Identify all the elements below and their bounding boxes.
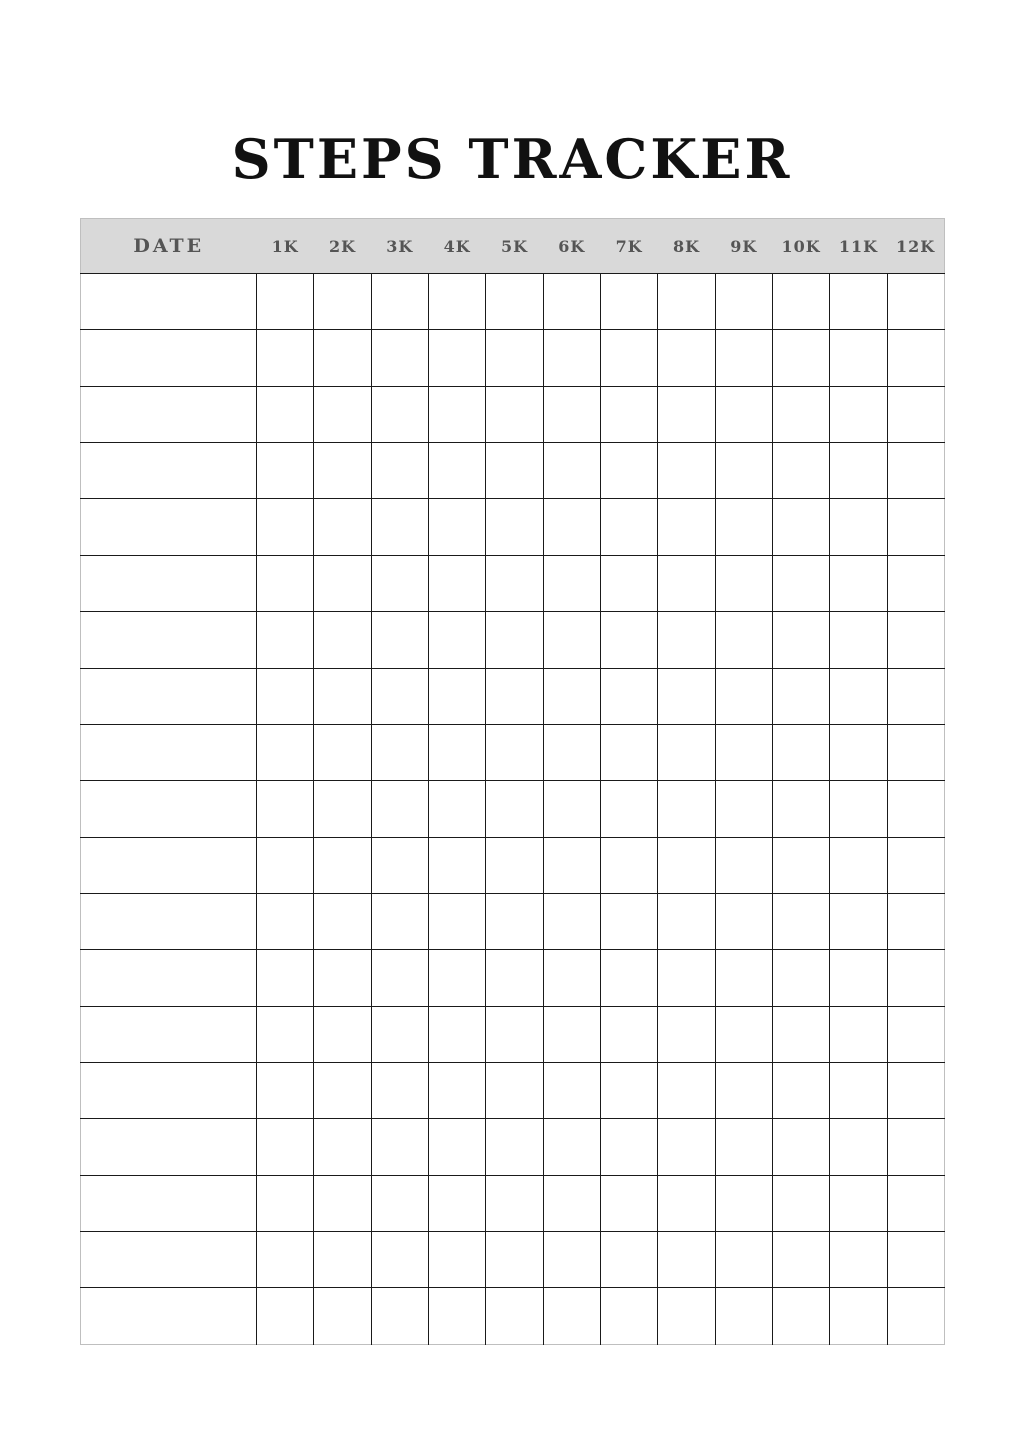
step-column-header: 10K [772, 219, 829, 274]
header-row [81, 219, 945, 274]
step-checkbox-cell[interactable] [600, 1006, 657, 1062]
step-checkbox-cell[interactable] [772, 386, 829, 442]
step-checkbox-cell[interactable] [830, 386, 887, 442]
step-checkbox-cell[interactable] [887, 443, 944, 499]
date-cell[interactable] [81, 499, 257, 555]
step-checkbox-cell[interactable] [887, 950, 944, 1006]
step-checkbox-cell[interactable] [658, 330, 715, 386]
step-checkbox-cell[interactable] [257, 1232, 314, 1288]
step-checkbox-cell[interactable] [715, 1119, 772, 1175]
step-checkbox-cell[interactable] [371, 1232, 428, 1288]
step-checkbox-cell[interactable] [314, 893, 371, 949]
step-checkbox-cell[interactable] [428, 443, 485, 499]
step-checkbox-cell[interactable] [600, 1175, 657, 1231]
step-checkbox-cell[interactable] [600, 893, 657, 949]
table-row [81, 781, 945, 837]
step-checkbox-cell[interactable] [887, 386, 944, 442]
step-checkbox-cell[interactable] [428, 781, 485, 837]
step-checkbox-cell[interactable] [658, 893, 715, 949]
page-title: STEPS TRACKER [231, 127, 793, 192]
step-checkbox-cell[interactable] [486, 612, 543, 668]
date-cell[interactable] [81, 386, 257, 442]
step-checkbox-cell[interactable] [658, 612, 715, 668]
step-checkbox-cell[interactable] [600, 950, 657, 1006]
step-checkbox-cell[interactable] [830, 893, 887, 949]
date-cell[interactable] [81, 330, 257, 386]
step-checkbox-cell[interactable] [715, 443, 772, 499]
step-checkbox-cell[interactable] [830, 837, 887, 893]
step-checkbox-cell[interactable] [830, 1063, 887, 1119]
step-checkbox-cell[interactable] [830, 1006, 887, 1062]
step-checkbox-cell[interactable] [772, 1288, 829, 1345]
step-checkbox-cell[interactable] [486, 1175, 543, 1231]
step-checkbox-cell[interactable] [543, 1063, 600, 1119]
step-checkbox-cell[interactable] [486, 274, 543, 330]
table-row [81, 443, 945, 499]
step-checkbox-cell[interactable] [715, 1006, 772, 1062]
step-checkbox-cell[interactable] [715, 386, 772, 442]
step-checkbox-cell[interactable] [772, 668, 829, 724]
step-checkbox-cell[interactable] [600, 330, 657, 386]
step-checkbox-cell[interactable] [486, 1288, 543, 1345]
table-row [81, 1119, 945, 1175]
step-checkbox-cell[interactable] [772, 893, 829, 949]
step-checkbox-cell[interactable] [830, 499, 887, 555]
step-checkbox-cell[interactable] [830, 330, 887, 386]
step-checkbox-cell[interactable] [257, 1288, 314, 1345]
step-checkbox-cell[interactable] [830, 555, 887, 611]
table-row [81, 1175, 945, 1231]
step-checkbox-cell[interactable] [658, 555, 715, 611]
step-checkbox-cell[interactable] [428, 837, 485, 893]
step-checkbox-cell[interactable] [887, 1063, 944, 1119]
step-checkbox-cell[interactable] [428, 1063, 485, 1119]
step-checkbox-cell[interactable] [371, 781, 428, 837]
step-checkbox-cell[interactable] [600, 1288, 657, 1345]
step-checkbox-cell[interactable] [772, 330, 829, 386]
step-checkbox-cell[interactable] [428, 950, 485, 1006]
step-checkbox-cell[interactable] [715, 837, 772, 893]
step-checkbox-cell[interactable] [772, 499, 829, 555]
step-checkbox-cell[interactable] [486, 1119, 543, 1175]
step-checkbox-cell[interactable] [428, 893, 485, 949]
step-checkbox-cell[interactable] [257, 837, 314, 893]
date-cell[interactable] [81, 893, 257, 949]
table-row [81, 330, 945, 386]
step-checkbox-cell[interactable] [887, 893, 944, 949]
step-checkbox-cell[interactable] [314, 668, 371, 724]
step-checkbox-cell[interactable] [543, 668, 600, 724]
step-checkbox-cell[interactable] [371, 1288, 428, 1345]
step-column-header: 11K [830, 219, 887, 274]
step-checkbox-cell[interactable] [428, 1119, 485, 1175]
step-checkbox-cell[interactable] [486, 555, 543, 611]
step-checkbox-cell[interactable] [257, 612, 314, 668]
table-row [81, 274, 945, 330]
step-checkbox-cell[interactable] [314, 1119, 371, 1175]
step-checkbox-cell[interactable] [658, 1175, 715, 1231]
step-checkbox-cell[interactable] [543, 386, 600, 442]
step-checkbox-cell[interactable] [543, 330, 600, 386]
tracker-body [81, 274, 945, 1345]
table-row [81, 1063, 945, 1119]
step-column-header: 3K [371, 219, 428, 274]
step-checkbox-cell[interactable] [486, 1232, 543, 1288]
step-checkbox-cell[interactable] [543, 612, 600, 668]
date-cell[interactable] [81, 612, 257, 668]
step-checkbox-cell[interactable] [428, 668, 485, 724]
step-checkbox-cell[interactable] [715, 612, 772, 668]
step-checkbox-cell[interactable] [658, 1119, 715, 1175]
step-checkbox-cell[interactable] [887, 837, 944, 893]
step-checkbox-cell[interactable] [600, 1063, 657, 1119]
step-checkbox-cell[interactable] [371, 443, 428, 499]
date-cell[interactable] [81, 1232, 257, 1288]
step-checkbox-cell[interactable] [371, 330, 428, 386]
step-checkbox-cell[interactable] [543, 950, 600, 1006]
step-checkbox-cell[interactable] [314, 443, 371, 499]
step-checkbox-cell[interactable] [887, 668, 944, 724]
table-row [81, 386, 945, 442]
step-checkbox-cell[interactable] [257, 724, 314, 780]
step-checkbox-cell[interactable] [486, 443, 543, 499]
step-column-header: 5K [486, 219, 543, 274]
step-checkbox-cell[interactable] [371, 837, 428, 893]
step-checkbox-cell[interactable] [543, 1006, 600, 1062]
step-checkbox-cell[interactable] [371, 499, 428, 555]
step-checkbox-cell[interactable] [428, 612, 485, 668]
step-checkbox-cell[interactable] [314, 1006, 371, 1062]
step-checkbox-cell[interactable] [486, 1006, 543, 1062]
step-checkbox-cell[interactable] [257, 950, 314, 1006]
table-row [81, 893, 945, 949]
step-checkbox-cell[interactable] [772, 1175, 829, 1231]
step-checkbox-cell[interactable] [600, 837, 657, 893]
step-checkbox-cell[interactable] [428, 1232, 485, 1288]
step-checkbox-cell[interactable] [543, 724, 600, 780]
step-checkbox-cell[interactable] [830, 612, 887, 668]
step-checkbox-cell[interactable] [772, 1006, 829, 1062]
step-checkbox-cell[interactable] [486, 724, 543, 780]
step-checkbox-cell[interactable] [658, 1288, 715, 1345]
step-checkbox-cell[interactable] [715, 1288, 772, 1345]
step-checkbox-cell[interactable] [543, 837, 600, 893]
table-row [81, 1288, 945, 1345]
step-checkbox-cell[interactable] [658, 668, 715, 724]
step-checkbox-cell[interactable] [486, 781, 543, 837]
step-checkbox-cell[interactable] [257, 555, 314, 611]
date-cell[interactable] [81, 1119, 257, 1175]
table-row [81, 499, 945, 555]
step-checkbox-cell[interactable] [428, 386, 485, 442]
step-checkbox-cell[interactable] [887, 1175, 944, 1231]
step-checkbox-cell[interactable] [600, 555, 657, 611]
step-checkbox-cell[interactable] [543, 1232, 600, 1288]
step-checkbox-cell[interactable] [543, 1175, 600, 1231]
step-checkbox-cell[interactable] [658, 274, 715, 330]
step-checkbox-cell[interactable] [887, 274, 944, 330]
date-cell[interactable] [81, 668, 257, 724]
step-checkbox-cell[interactable] [772, 1232, 829, 1288]
step-checkbox-cell[interactable] [772, 1063, 829, 1119]
step-checkbox-cell[interactable] [257, 499, 314, 555]
step-checkbox-cell[interactable] [486, 1063, 543, 1119]
step-checkbox-cell[interactable] [428, 1288, 485, 1345]
step-checkbox-cell[interactable] [314, 781, 371, 837]
step-checkbox-cell[interactable] [658, 724, 715, 780]
step-checkbox-cell[interactable] [543, 555, 600, 611]
step-checkbox-cell[interactable] [543, 1119, 600, 1175]
step-checkbox-cell[interactable] [257, 668, 314, 724]
step-column-header: 9K [715, 219, 772, 274]
step-checkbox-cell[interactable] [486, 499, 543, 555]
step-checkbox-cell[interactable] [715, 1232, 772, 1288]
step-checkbox-cell[interactable] [371, 893, 428, 949]
step-checkbox-cell[interactable] [658, 499, 715, 555]
step-checkbox-cell[interactable] [830, 950, 887, 1006]
step-checkbox-cell[interactable] [257, 781, 314, 837]
step-checkbox-cell[interactable] [486, 668, 543, 724]
table-row [81, 612, 945, 668]
step-checkbox-cell[interactable] [830, 1119, 887, 1175]
step-checkbox-cell[interactable] [600, 668, 657, 724]
table-row [81, 668, 945, 724]
step-checkbox-cell[interactable] [830, 668, 887, 724]
steps-tracker-table [80, 218, 945, 1345]
step-checkbox-cell[interactable] [371, 668, 428, 724]
step-checkbox-cell[interactable] [314, 1232, 371, 1288]
step-checkbox-cell[interactable] [543, 893, 600, 949]
step-checkbox-cell[interactable] [772, 781, 829, 837]
table-row [81, 1232, 945, 1288]
step-checkbox-cell[interactable] [715, 499, 772, 555]
step-checkbox-cell[interactable] [314, 950, 371, 1006]
step-checkbox-cell[interactable] [371, 724, 428, 780]
date-cell[interactable] [81, 1006, 257, 1062]
date-cell[interactable] [81, 555, 257, 611]
step-checkbox-cell[interactable] [486, 837, 543, 893]
step-checkbox-cell[interactable] [830, 1232, 887, 1288]
step-checkbox-cell[interactable] [715, 330, 772, 386]
step-checkbox-cell[interactable] [830, 274, 887, 330]
step-checkbox-cell[interactable] [887, 1119, 944, 1175]
step-checkbox-cell[interactable] [314, 330, 371, 386]
step-checkbox-cell[interactable] [658, 781, 715, 837]
step-checkbox-cell[interactable] [600, 386, 657, 442]
step-checkbox-cell[interactable] [658, 443, 715, 499]
step-checkbox-cell[interactable] [314, 837, 371, 893]
step-column-header: 8K [658, 219, 715, 274]
step-checkbox-cell[interactable] [486, 330, 543, 386]
step-checkbox-cell[interactable] [371, 950, 428, 1006]
step-checkbox-cell[interactable] [314, 499, 371, 555]
step-checkbox-cell[interactable] [715, 1063, 772, 1119]
step-checkbox-cell[interactable] [600, 499, 657, 555]
table-row [81, 950, 945, 1006]
step-checkbox-cell[interactable] [887, 499, 944, 555]
step-checkbox-cell[interactable] [715, 668, 772, 724]
step-checkbox-cell[interactable] [715, 1175, 772, 1231]
step-checkbox-cell[interactable] [887, 330, 944, 386]
step-checkbox-cell[interactable] [371, 1175, 428, 1231]
step-column-header: 6K [543, 219, 600, 274]
step-column-header: 2K [314, 219, 371, 274]
step-checkbox-cell[interactable] [600, 781, 657, 837]
step-checkbox-cell[interactable] [371, 386, 428, 442]
step-checkbox-cell[interactable] [371, 555, 428, 611]
step-checkbox-cell[interactable] [543, 1288, 600, 1345]
step-checkbox-cell[interactable] [830, 1288, 887, 1345]
step-checkbox-cell[interactable] [830, 724, 887, 780]
date-cell[interactable] [81, 1063, 257, 1119]
step-checkbox-cell[interactable] [428, 330, 485, 386]
step-checkbox-cell[interactable] [772, 724, 829, 780]
step-column-header: 4K [428, 219, 485, 274]
step-checkbox-cell[interactable] [486, 950, 543, 1006]
step-checkbox-cell[interactable] [257, 1063, 314, 1119]
step-checkbox-cell[interactable] [428, 499, 485, 555]
step-checkbox-cell[interactable] [428, 274, 485, 330]
step-checkbox-cell[interactable] [371, 274, 428, 330]
step-checkbox-cell[interactable] [543, 781, 600, 837]
step-checkbox-cell[interactable] [772, 555, 829, 611]
step-checkbox-cell[interactable] [314, 724, 371, 780]
step-checkbox-cell[interactable] [658, 1232, 715, 1288]
step-checkbox-cell[interactable] [486, 386, 543, 442]
step-checkbox-cell[interactable] [600, 1232, 657, 1288]
step-checkbox-cell[interactable] [715, 950, 772, 1006]
step-checkbox-cell[interactable] [371, 1063, 428, 1119]
step-checkbox-cell[interactable] [314, 555, 371, 611]
table-row [81, 555, 945, 611]
step-checkbox-cell[interactable] [600, 274, 657, 330]
date-cell[interactable] [81, 1175, 257, 1231]
step-checkbox-cell[interactable] [428, 555, 485, 611]
step-checkbox-cell[interactable] [543, 499, 600, 555]
step-checkbox-cell[interactable] [772, 837, 829, 893]
step-checkbox-cell[interactable] [543, 274, 600, 330]
step-checkbox-cell[interactable] [314, 1175, 371, 1231]
step-checkbox-cell[interactable] [600, 443, 657, 499]
step-checkbox-cell[interactable] [772, 1119, 829, 1175]
step-column-header: 12K [887, 219, 944, 274]
step-checkbox-cell[interactable] [887, 1006, 944, 1062]
date-cell[interactable] [81, 950, 257, 1006]
step-checkbox-cell[interactable] [257, 1175, 314, 1231]
step-checkbox-cell[interactable] [715, 274, 772, 330]
step-checkbox-cell[interactable] [658, 386, 715, 442]
step-checkbox-cell[interactable] [371, 1006, 428, 1062]
step-checkbox-cell[interactable] [314, 1063, 371, 1119]
date-cell[interactable] [81, 837, 257, 893]
step-checkbox-cell[interactable] [658, 837, 715, 893]
step-checkbox-cell[interactable] [830, 443, 887, 499]
step-checkbox-cell[interactable] [371, 1119, 428, 1175]
step-checkbox-cell[interactable] [715, 893, 772, 949]
step-checkbox-cell[interactable] [887, 781, 944, 837]
table-row [81, 724, 945, 780]
step-checkbox-cell[interactable] [314, 274, 371, 330]
step-checkbox-cell[interactable] [887, 612, 944, 668]
step-checkbox-cell[interactable] [830, 1175, 887, 1231]
step-checkbox-cell[interactable] [600, 612, 657, 668]
step-checkbox-cell[interactable] [257, 1006, 314, 1062]
step-checkbox-cell[interactable] [257, 330, 314, 386]
table-row [81, 1006, 945, 1062]
step-checkbox-cell[interactable] [257, 1119, 314, 1175]
date-column-header: DATE [81, 219, 257, 274]
step-checkbox-cell[interactable] [371, 612, 428, 668]
date-cell[interactable] [81, 274, 257, 330]
date-cell[interactable] [81, 443, 257, 499]
step-checkbox-cell[interactable] [772, 443, 829, 499]
step-checkbox-cell[interactable] [658, 1063, 715, 1119]
step-checkbox-cell[interactable] [772, 950, 829, 1006]
step-checkbox-cell[interactable] [715, 555, 772, 611]
step-checkbox-cell[interactable] [772, 612, 829, 668]
step-checkbox-cell[interactable] [887, 724, 944, 780]
step-checkbox-cell[interactable] [887, 1232, 944, 1288]
step-checkbox-cell[interactable] [887, 555, 944, 611]
step-column-header: 1K [257, 219, 314, 274]
step-checkbox-cell[interactable] [772, 274, 829, 330]
step-checkbox-cell[interactable] [715, 781, 772, 837]
step-checkbox-cell[interactable] [314, 386, 371, 442]
step-checkbox-cell[interactable] [715, 724, 772, 780]
step-checkbox-cell[interactable] [314, 612, 371, 668]
step-checkbox-cell[interactable] [600, 1119, 657, 1175]
step-checkbox-cell[interactable] [428, 1006, 485, 1062]
date-cell[interactable] [81, 781, 257, 837]
step-checkbox-cell[interactable] [600, 724, 657, 780]
step-checkbox-cell[interactable] [887, 1288, 944, 1345]
step-checkbox-cell[interactable] [658, 1006, 715, 1062]
step-checkbox-cell[interactable] [428, 724, 485, 780]
step-checkbox-cell[interactable] [830, 781, 887, 837]
date-cell[interactable] [81, 1288, 257, 1345]
step-checkbox-cell[interactable] [257, 443, 314, 499]
step-checkbox-cell[interactable] [543, 443, 600, 499]
step-column-header: 7K [600, 219, 657, 274]
step-checkbox-cell[interactable] [658, 950, 715, 1006]
step-checkbox-cell[interactable] [428, 1175, 485, 1231]
step-checkbox-cell[interactable] [257, 893, 314, 949]
step-checkbox-cell[interactable] [257, 386, 314, 442]
date-cell[interactable] [81, 724, 257, 780]
step-checkbox-cell[interactable] [257, 274, 314, 330]
table-row [81, 837, 945, 893]
step-checkbox-cell[interactable] [314, 1288, 371, 1345]
step-checkbox-cell[interactable] [486, 893, 543, 949]
